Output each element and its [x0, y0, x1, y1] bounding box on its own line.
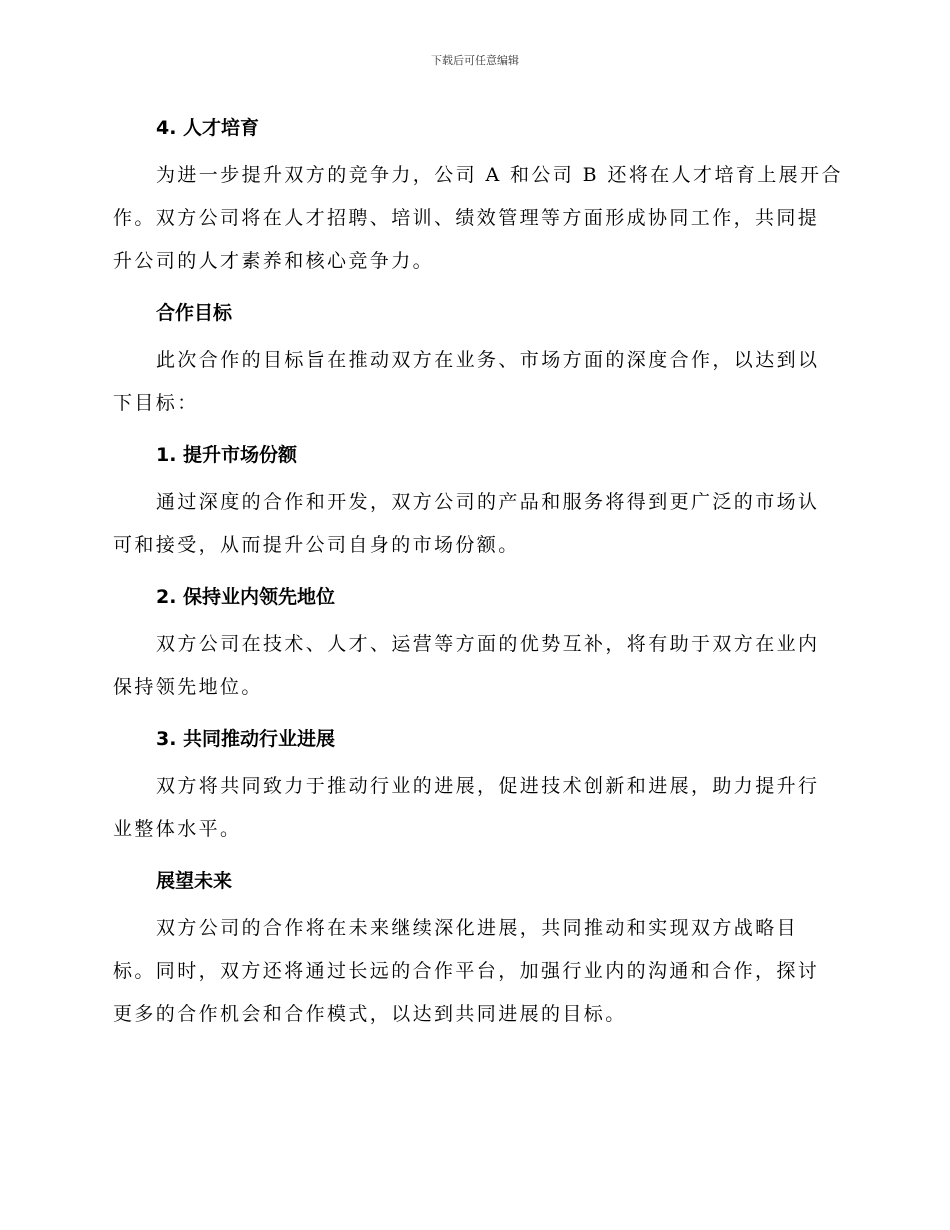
paragraph-line: 为进一步提升双方的竞争力，公司 A 和公司 B 还将在人才培育上展开合: [156, 164, 843, 186]
paragraph-line: 双方公司在技术、人才、运营等方面的优势互补，将有助于双方在业内: [156, 633, 820, 655]
section-heading: 2. 保持业内领先地位: [156, 586, 336, 608]
paragraph-line: 业整体水平。: [113, 818, 242, 840]
section-paragraph: [113, 481, 835, 567]
paragraph-line: 更多的合作机会和合作模式，以达到共同进展的目标。: [113, 1003, 627, 1025]
paragraph-line: 下目标：: [113, 392, 199, 414]
paragraph-line: 作。双方公司将在人才招聘、培训、绩效管理等方面形成协同工作，共同提: [113, 207, 820, 229]
section-heading: 展望未来: [156, 870, 233, 892]
section-heading: 合作目标: [156, 302, 233, 324]
paragraph-line: 标。同时，双方还将通过长远的合作平台，加强行业内的沟通和合作，探讨: [113, 960, 820, 982]
page-header-note: 下载后可任意编辑: [431, 54, 519, 67]
section-heading: 3. 共同推动行业进展: [156, 728, 336, 750]
paragraph-line: 可和接受，从而提升公司自身的市场份额。: [113, 534, 520, 556]
section-paragraph: [113, 907, 835, 1036]
section-paragraph: [113, 623, 835, 709]
section-paragraph: [113, 339, 835, 425]
section-paragraph: [113, 154, 843, 283]
paragraph-line: 升公司的人才素养和核心竞争力。: [113, 250, 435, 272]
document-body: [113, 108, 843, 1036]
paragraph-line: 双方将共同致力于推动行业的进展，促进技术创新和进展，助力提升行: [156, 775, 820, 797]
section-heading: 4. 人才培育: [156, 117, 260, 139]
section-heading: 1. 提升市场份额: [156, 444, 298, 466]
paragraph-line: 通过深度的合作和开发，双方公司的产品和服务将得到更广泛的市场认: [156, 491, 820, 513]
paragraph-line: 保持领先地位。: [113, 676, 263, 698]
paragraph-line: 此次合作的目标旨在推动双方在业务、市场方面的深度合作，以达到以: [156, 349, 820, 371]
paragraph-line: 双方公司的合作将在未来继续深化进展，共同推动和实现双方战略目: [156, 917, 799, 939]
section-paragraph: [113, 765, 835, 851]
